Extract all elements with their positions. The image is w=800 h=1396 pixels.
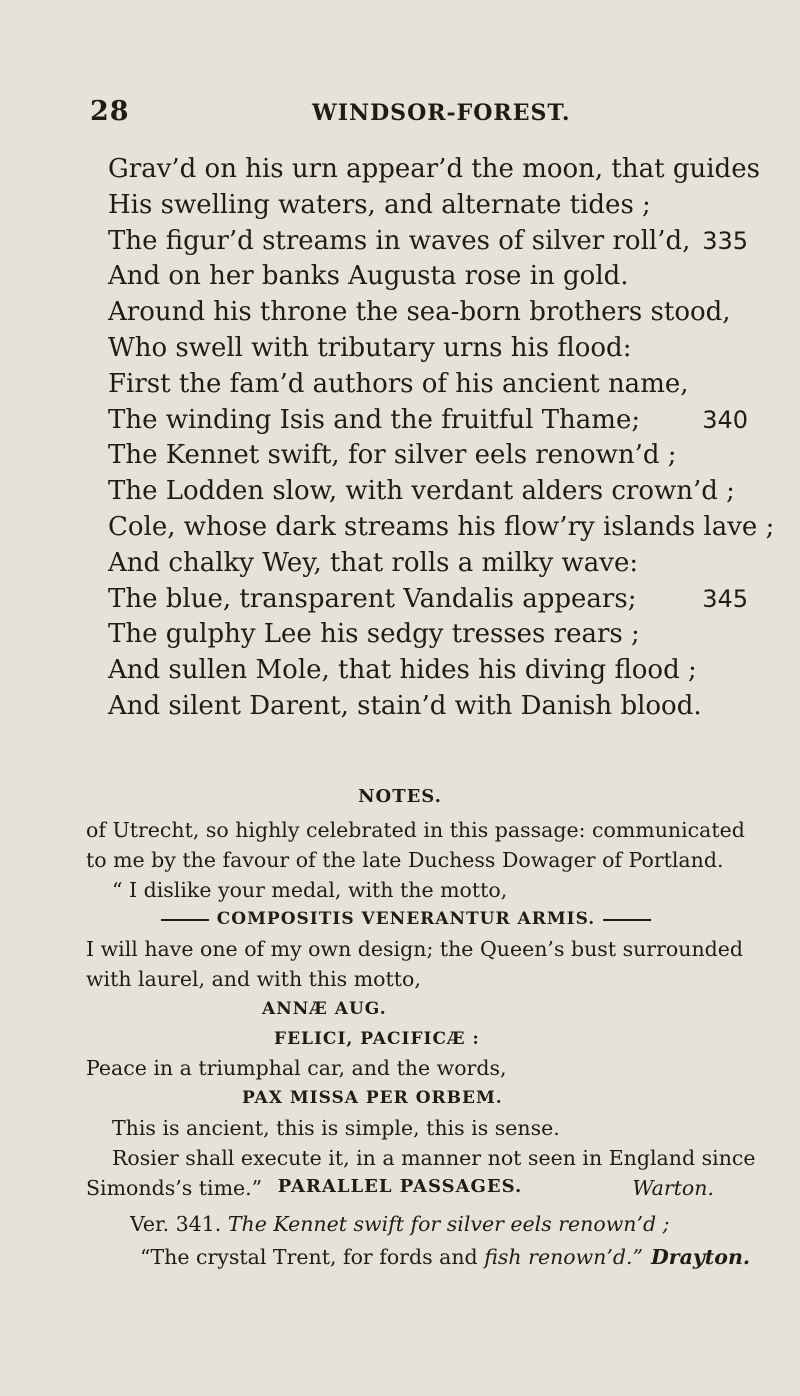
note-line: This is ancient, this is simple, this is sense.: [112, 1115, 560, 1140]
parallel-line: [130, 1208, 750, 1241]
poem-line-text: Cole, whose dark streams his flow’ry islands lave ;: [108, 511, 775, 542]
verse-ref: Ver. 341.: [130, 1212, 222, 1236]
note-line: with laurel, and with this motto,: [86, 966, 421, 991]
poem-line: [108, 653, 748, 689]
note-line: “ I dislike your medal, with the motto,: [112, 877, 508, 902]
poem-line-text: The blue, transparent Vandalis appears;: [108, 583, 637, 614]
note-line: of Utrecht, so highly celebrated in this passage: communicated: [86, 818, 745, 842]
poem-line: [108, 546, 748, 582]
poem-line: [108, 403, 748, 439]
parallel-heading: PARALLEL PASSAGES.: [277, 1176, 523, 1197]
caps-line: FELICI, PACIFICÆ :: [274, 1028, 480, 1049]
poem-line-text: The Lodden slow, with verdant alders crown’d ;: [108, 476, 735, 507]
poem-line-text: The winding Isis and the fruitful Thame;: [108, 404, 641, 435]
poem-line: [108, 617, 748, 653]
page-header: [90, 96, 730, 136]
poem-line-text: The figur’d streams in waves of silver roll’d,: [108, 225, 691, 256]
motto-text: COMPOSITIS VENERANTUR ARMIS.: [216, 909, 596, 930]
parallel-block: [130, 1208, 750, 1274]
notes-block: [86, 816, 756, 1203]
note-line: to me by the favour of the late Duchess Dowager of Portland.: [86, 847, 724, 872]
poem-line-text: Around his throne the sea-born brothers stood,: [108, 297, 731, 328]
quote-italic: fish: [484, 1245, 522, 1269]
quote-italic: renown’d.”: [528, 1245, 644, 1269]
poem-line-text: The Kennet swift, for silver eels renown’d ;: [108, 440, 677, 471]
rule-right: [603, 919, 651, 921]
poem-block: [108, 152, 775, 725]
poem-line: [108, 295, 748, 331]
poem-line-text: And silent Darent, stain’d with Danish blood.: [108, 690, 702, 721]
poem-line: [108, 188, 748, 224]
signature: Drayton.: [651, 1245, 750, 1269]
poem-line: [108, 582, 748, 618]
quoted-verse: The Kennet swift for silver eels renown’d ;: [227, 1212, 670, 1236]
poem-line: [108, 331, 748, 367]
poem-line-text: Who swell with tributary urns his flood:: [108, 332, 632, 363]
note-line-text: Simonds’s time.”: [86, 1175, 263, 1200]
poem-line: [108, 510, 775, 546]
signature: Warton.: [632, 1175, 714, 1200]
running-head: WINDSOR-FOREST.: [312, 100, 571, 126]
poem-line: [108, 367, 748, 403]
parallel-line: [140, 1241, 750, 1274]
rule-left: [161, 919, 209, 921]
poem-line-text: First the fam’d authors of his ancient name,: [108, 368, 689, 399]
poem-line: [108, 438, 748, 474]
motto-line: [86, 905, 726, 935]
poem-line: [108, 152, 760, 188]
poem-line-text: Grav’d on his urn appear’d the moon, that guides: [108, 154, 760, 184]
line-number: 340: [702, 405, 748, 434]
poem-line: [108, 689, 748, 725]
poem-line: [108, 224, 748, 260]
poem-line-text: The gulphy Lee his sedgy tresses rears ;: [108, 619, 640, 650]
line-number: 335: [702, 226, 748, 255]
note-line: I will have one of my own design; the Queen’s bust surrounded: [86, 937, 744, 962]
page-number: 28: [90, 96, 130, 127]
line-number: 345: [702, 584, 748, 613]
poem-line-text: And sullen Mole, that hides his diving flood ;: [108, 655, 697, 686]
caps-line: ANNÆ AUG.: [262, 998, 387, 1019]
poem-line: [108, 474, 748, 510]
poem-line: [108, 259, 748, 295]
note-line: Rosier shall execute it, in a manner not seen in England since: [112, 1145, 756, 1170]
notes-heading: NOTES.: [358, 786, 442, 807]
poem-line-text: His swelling waters, and alternate tides ;: [108, 189, 651, 220]
quote-text: “The crystal Trent, for fords and: [140, 1245, 478, 1269]
poem-line-text: And on her banks Augusta rose in gold.: [108, 261, 629, 292]
caps-line: PAX MISSA PER ORBEM.: [242, 1088, 503, 1109]
poem-line-text: And chalky Wey, that rolls a milky wave:: [108, 547, 639, 578]
note-line: Peace in a triumphal car, and the words,: [86, 1056, 507, 1081]
